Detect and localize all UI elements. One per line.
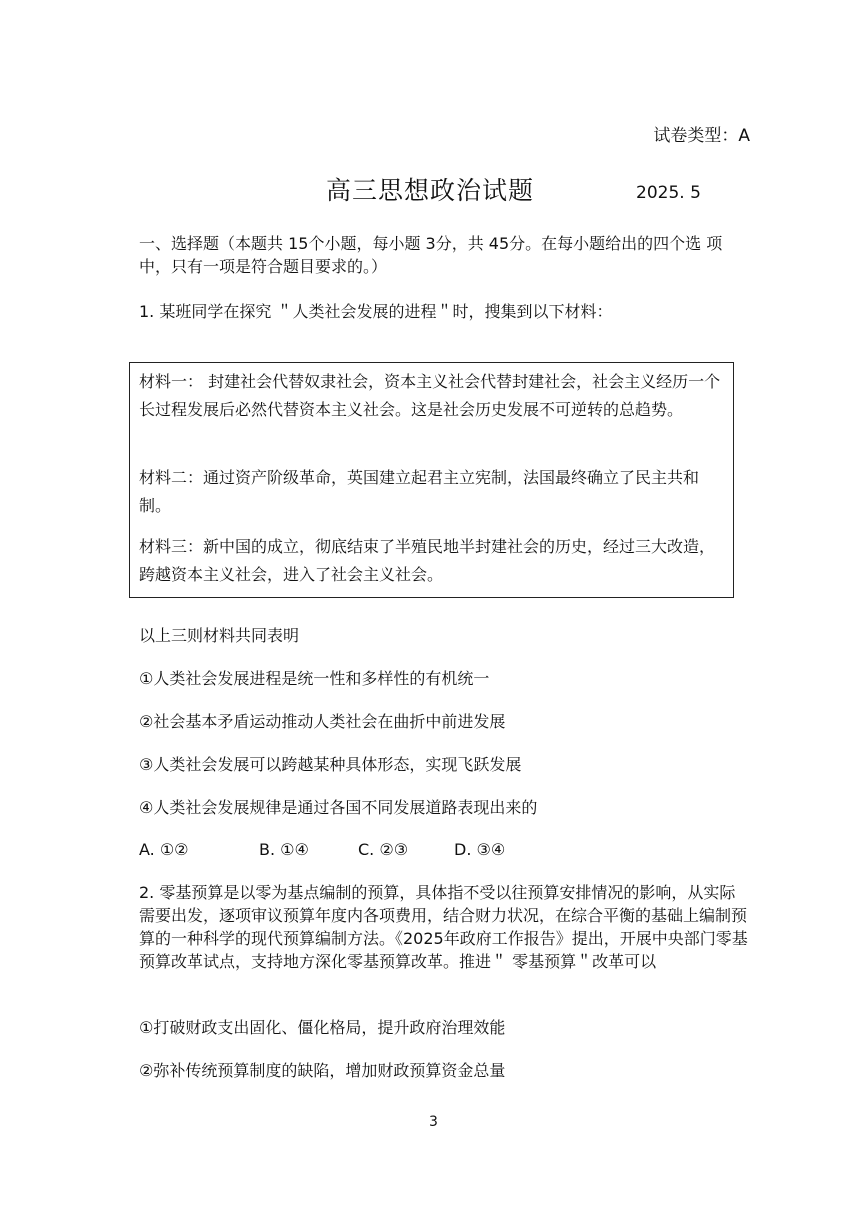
question-2-statement-2: ②弥补传统预算制度的缺陷，增加财政预算资金总量: [139, 1061, 506, 1080]
question-1-statement-1: ①人类社会发展进程是统一性和多样性的有机统一: [139, 669, 490, 688]
option-c[interactable]: C. ②③: [358, 840, 409, 859]
exam-type-label: 试卷类型：A: [653, 126, 750, 146]
question-1-stem: 1. 某班同学在探究 ＂人类社会发展的进程＂时，搜集到以下材料：: [139, 302, 613, 321]
material-3: 材料三：新中国的成立，彻底结束了半殖民地半封建社会的历史，经过三大改造，跨越资本主义社会，进入了社会主义社会。: [139, 537, 716, 584]
question-2-statement-1: ①打破财政支出固化、僵化格局，提升政府治理效能: [139, 1018, 506, 1037]
question-1-statement-3: ③人类社会发展可以跨越某种具体形态，实现飞跃发展: [139, 755, 522, 774]
question-2-stem: 2. 零基预算是以零为基点编制的预算，具体指不受以往预算安排情况的影响，从实际需要出发，逐项审议预算年度内各项费用，结合财力状况，在综合平衡的基础上编制预算的一种科学的现代预算编制方法。《2025年政府工作报告》提出，开展中央部门零基预算改革试点，支持地方深化零基预算改革。推进＂ 零基预算＂改革可以: [139, 883, 748, 971]
exam-date: 2025. 5: [636, 183, 701, 203]
page-number: 3: [429, 1114, 438, 1130]
material-1: 材料一： 封建社会代替奴隶社会，资本主义社会代替封建社会，社会主义经历一个长过程发展后必然代替资本主义社会。这是社会历史发展不可逆转的总趋势。: [139, 372, 721, 419]
question-1-statement-2: ②社会基本矛盾运动推动人类社会在曲折中前进发展: [139, 712, 506, 731]
option-b[interactable]: B. ①④: [259, 840, 309, 859]
option-a[interactable]: A. ①②: [139, 840, 189, 859]
exam-title: 高三思想政治试题: [325, 176, 534, 205]
question-1-statement-4: ④人类社会发展规律是通过各国不同发展道路表现出来的: [139, 798, 538, 817]
material-box: [129, 362, 734, 598]
question-1-prompt: 以上三则材料共同表明: [139, 626, 300, 645]
material-2: 材料二：通过资产阶级革命，英国建立起君主立宪制，法国最终确立了民主共和制。: [139, 468, 700, 515]
section-heading: 一、选择题（本题共 15个小题，每小题 3分，共 45分。在每小题给出的四个选 项 中，只有一项是符合题目要求的。）: [139, 234, 723, 276]
option-d[interactable]: D. ③④: [454, 840, 506, 859]
question-1-options: [139, 838, 751, 862]
